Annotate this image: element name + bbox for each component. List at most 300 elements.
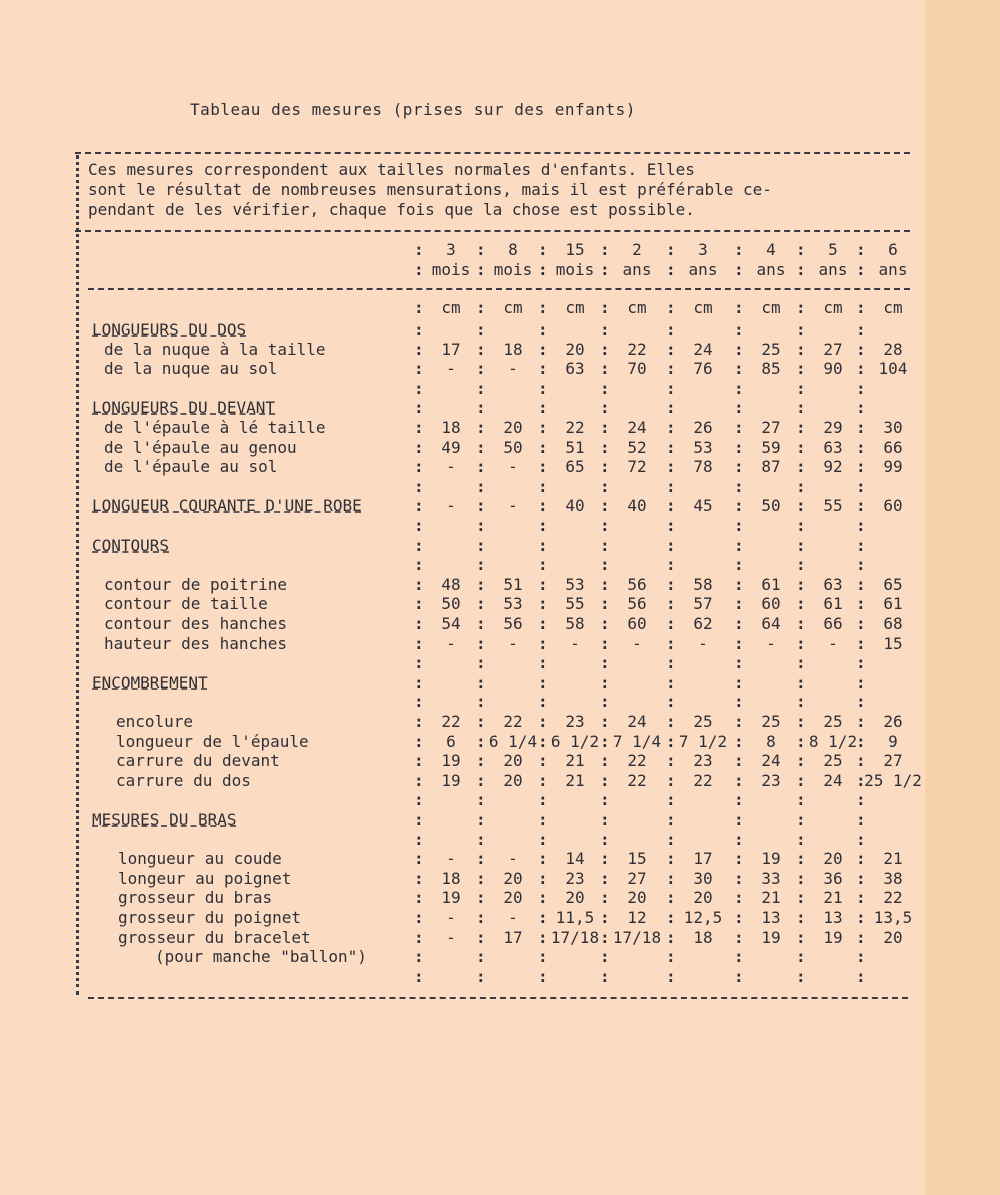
column-separator: : bbox=[856, 790, 866, 809]
column-separator: : bbox=[476, 614, 486, 633]
column-separator: : bbox=[666, 418, 676, 437]
row-label: de l'épaule au sol bbox=[104, 457, 278, 476]
table-cell: 28 bbox=[883, 340, 903, 359]
table-cell: 27 bbox=[627, 869, 647, 888]
table-cell: 85 bbox=[761, 359, 781, 378]
table-row bbox=[0, 418, 925, 438]
table-cell: - bbox=[446, 496, 456, 515]
column-separator: : bbox=[666, 849, 676, 868]
column-separator: : bbox=[414, 790, 424, 809]
column-separator: : bbox=[600, 240, 610, 259]
table-cell: 55 bbox=[565, 594, 585, 613]
column-separator: : bbox=[796, 260, 806, 279]
table-cell: 22 bbox=[883, 888, 903, 907]
spacer-row bbox=[0, 790, 925, 810]
column-separator: : bbox=[538, 418, 548, 437]
column-separator: : bbox=[600, 653, 610, 672]
section-title: LONGUEURS DU DEVANT bbox=[92, 398, 276, 417]
column-header-number: 2 bbox=[632, 240, 642, 259]
column-separator: : bbox=[796, 240, 806, 259]
table-cell: 99 bbox=[883, 457, 903, 476]
column-separator: : bbox=[600, 908, 610, 927]
column-separator: : bbox=[796, 418, 806, 437]
column-separator: : bbox=[856, 260, 866, 279]
table-cell: 17 bbox=[503, 928, 523, 947]
column-separator: : bbox=[538, 298, 548, 317]
table-cell: 17 bbox=[693, 849, 713, 868]
column-separator: : bbox=[476, 379, 486, 398]
section-row bbox=[0, 810, 925, 830]
table-cell: 22 bbox=[503, 712, 523, 731]
column-separator: : bbox=[666, 634, 676, 653]
column-separator: : bbox=[734, 359, 744, 378]
column-separator: : bbox=[666, 496, 676, 515]
column-separator: : bbox=[476, 260, 486, 279]
table-cell: 27 bbox=[761, 418, 781, 437]
table-cell: 36 bbox=[823, 869, 843, 888]
table-cell: 15 bbox=[883, 634, 903, 653]
table-row bbox=[0, 457, 925, 477]
table-cell: 18 bbox=[441, 869, 461, 888]
column-separator: : bbox=[856, 830, 866, 849]
row-label: carrure du devant bbox=[116, 751, 280, 770]
spacer-row bbox=[0, 516, 925, 536]
column-separator: : bbox=[538, 888, 548, 907]
column-separator: : bbox=[666, 810, 676, 829]
column-separator: : bbox=[796, 790, 806, 809]
table-cell: 62 bbox=[693, 614, 713, 633]
table-cell: 61 bbox=[761, 575, 781, 594]
column-separator: : bbox=[414, 594, 424, 613]
column-separator: : bbox=[538, 947, 548, 966]
column-separator: : bbox=[414, 751, 424, 770]
column-unit: cm bbox=[441, 298, 461, 317]
column-separator: : bbox=[856, 751, 866, 770]
table-cell: 24 bbox=[823, 771, 843, 790]
column-separator: : bbox=[796, 614, 806, 633]
column-separator: : bbox=[600, 692, 610, 711]
table-cell: 11,5 bbox=[555, 908, 595, 927]
column-header-unit: mois bbox=[493, 260, 533, 279]
column-unit: cm bbox=[503, 298, 523, 317]
column-separator: : bbox=[600, 947, 610, 966]
column-separator: : bbox=[856, 888, 866, 907]
row-label: carrure du dos bbox=[116, 771, 251, 790]
column-separator: : bbox=[666, 298, 676, 317]
column-separator: : bbox=[856, 908, 866, 927]
column-separator: : bbox=[538, 555, 548, 574]
table-cell: 21 bbox=[565, 771, 585, 790]
column-separator: : bbox=[666, 928, 676, 947]
column-separator: : bbox=[476, 869, 486, 888]
column-separator: : bbox=[600, 967, 610, 986]
section-row bbox=[0, 398, 925, 418]
table-cell: 22 bbox=[627, 751, 647, 770]
column-separator: : bbox=[796, 869, 806, 888]
table-cell: 19 bbox=[441, 888, 461, 907]
column-separator: : bbox=[666, 751, 676, 770]
bottom-rule bbox=[88, 997, 908, 999]
column-unit: cm bbox=[627, 298, 647, 317]
table-cell: 27 bbox=[883, 751, 903, 770]
section-row bbox=[0, 673, 925, 693]
column-separator: : bbox=[476, 830, 486, 849]
section-row bbox=[0, 320, 925, 340]
table-cell: 60 bbox=[883, 496, 903, 515]
table-cell: 63 bbox=[823, 575, 843, 594]
background-edge bbox=[925, 0, 1000, 1195]
table-cell: 24 bbox=[627, 712, 647, 731]
column-separator: : bbox=[796, 888, 806, 907]
column-separator: : bbox=[476, 536, 486, 555]
column-separator: : bbox=[538, 732, 548, 751]
table-cell: 56 bbox=[627, 575, 647, 594]
column-separator: : bbox=[414, 516, 424, 535]
column-separator: : bbox=[600, 928, 610, 947]
column-separator: : bbox=[856, 634, 866, 653]
column-separator: : bbox=[796, 634, 806, 653]
section-title: ENCOMBREMENT bbox=[92, 673, 208, 692]
column-separator: : bbox=[414, 888, 424, 907]
column-separator: : bbox=[856, 240, 866, 259]
column-separator: : bbox=[796, 771, 806, 790]
column-separator: : bbox=[796, 947, 806, 966]
column-separator: : bbox=[538, 614, 548, 633]
column-separator: : bbox=[538, 653, 548, 672]
table-cell: 20 bbox=[883, 928, 903, 947]
column-separator: : bbox=[600, 398, 610, 417]
column-separator: : bbox=[538, 536, 548, 555]
column-separator: : bbox=[476, 398, 486, 417]
column-separator: : bbox=[538, 967, 548, 986]
section-title: LONGUEURS DU DOS bbox=[92, 320, 247, 339]
column-separator: : bbox=[666, 790, 676, 809]
table-cell: 53 bbox=[503, 594, 523, 613]
column-separator: : bbox=[476, 320, 486, 339]
column-header-number: 15 bbox=[565, 240, 585, 259]
table-cell: 56 bbox=[627, 594, 647, 613]
column-separator: : bbox=[600, 477, 610, 496]
column-separator: : bbox=[796, 340, 806, 359]
column-separator: : bbox=[414, 359, 424, 378]
table-row bbox=[0, 908, 925, 928]
column-separator: : bbox=[734, 536, 744, 555]
table-cell: - bbox=[508, 457, 518, 476]
column-separator: : bbox=[734, 575, 744, 594]
table-cell: 60 bbox=[627, 614, 647, 633]
column-separator: : bbox=[414, 771, 424, 790]
column-separator: : bbox=[600, 771, 610, 790]
column-separator: : bbox=[796, 477, 806, 496]
table-cell: 22 bbox=[565, 418, 585, 437]
table-cell: 19 bbox=[761, 849, 781, 868]
table-cell: - bbox=[446, 928, 456, 947]
table-cell: 61 bbox=[883, 594, 903, 613]
table-cell: 24 bbox=[627, 418, 647, 437]
row-label: de la nuque à la taille bbox=[104, 340, 326, 359]
column-separator: : bbox=[414, 379, 424, 398]
table-cell: 38 bbox=[883, 869, 903, 888]
table-cell: 14 bbox=[565, 849, 585, 868]
column-separator: : bbox=[414, 810, 424, 829]
table-cell: 23 bbox=[565, 869, 585, 888]
table-cell: 63 bbox=[823, 438, 843, 457]
column-separator: : bbox=[666, 477, 676, 496]
table-row bbox=[0, 594, 925, 614]
column-header-unit: ans bbox=[878, 260, 908, 279]
section-row bbox=[0, 536, 925, 556]
column-separator: : bbox=[856, 692, 866, 711]
column-separator: : bbox=[414, 967, 424, 986]
table-cell: - bbox=[446, 457, 456, 476]
column-separator: : bbox=[666, 869, 676, 888]
table-cell: - bbox=[446, 634, 456, 653]
table-cell: 6 1/4 bbox=[488, 732, 538, 751]
table-cell: 22 bbox=[627, 771, 647, 790]
table-cell: 65 bbox=[565, 457, 585, 476]
table-row bbox=[0, 634, 925, 654]
column-separator: : bbox=[856, 673, 866, 692]
column-separator: : bbox=[666, 712, 676, 731]
column-separator: : bbox=[538, 260, 548, 279]
column-separator: : bbox=[600, 418, 610, 437]
column-separator: : bbox=[476, 810, 486, 829]
column-separator: : bbox=[666, 359, 676, 378]
column-separator: : bbox=[538, 908, 548, 927]
table-cell: 18 bbox=[503, 340, 523, 359]
table-cell: 51 bbox=[565, 438, 585, 457]
spacer-row bbox=[0, 692, 925, 712]
column-separator: : bbox=[856, 967, 866, 986]
column-separator: : bbox=[796, 536, 806, 555]
column-separator: : bbox=[414, 830, 424, 849]
column-separator: : bbox=[734, 712, 744, 731]
column-separator: : bbox=[796, 849, 806, 868]
table-cell: 18 bbox=[693, 928, 713, 947]
column-separator: : bbox=[414, 260, 424, 279]
column-separator: : bbox=[414, 614, 424, 633]
column-separator: : bbox=[796, 908, 806, 927]
column-separator: : bbox=[796, 359, 806, 378]
column-separator: : bbox=[476, 712, 486, 731]
column-separator: : bbox=[666, 457, 676, 476]
column-separator: : bbox=[600, 712, 610, 731]
column-separator: : bbox=[414, 908, 424, 927]
table-row bbox=[0, 771, 925, 791]
column-separator: : bbox=[476, 751, 486, 770]
table-cell: 19 bbox=[441, 751, 461, 770]
column-separator: : bbox=[734, 830, 744, 849]
table-cell: 19 bbox=[441, 771, 461, 790]
column-separator: : bbox=[600, 516, 610, 535]
column-header-number: 8 bbox=[508, 240, 518, 259]
column-separator: : bbox=[666, 947, 676, 966]
column-separator: : bbox=[796, 712, 806, 731]
table-cell: 66 bbox=[883, 438, 903, 457]
table-cell: 19 bbox=[761, 928, 781, 947]
column-separator: : bbox=[600, 634, 610, 653]
column-separator: : bbox=[734, 869, 744, 888]
column-separator: : bbox=[600, 594, 610, 613]
section-title: CONTOURS bbox=[92, 536, 170, 555]
table-cell: - bbox=[766, 634, 776, 653]
column-separator: : bbox=[796, 751, 806, 770]
row-label: de l'épaule au genou bbox=[104, 438, 297, 457]
column-separator: : bbox=[796, 398, 806, 417]
table-cell: - bbox=[446, 908, 456, 927]
column-separator: : bbox=[856, 732, 866, 751]
column-separator: : bbox=[600, 751, 610, 770]
table-cell: 25 bbox=[761, 712, 781, 731]
column-header-number: 3 bbox=[698, 240, 708, 259]
column-separator: : bbox=[856, 947, 866, 966]
column-separator: : bbox=[476, 771, 486, 790]
column-header-unit: ans bbox=[622, 260, 652, 279]
column-separator: : bbox=[476, 359, 486, 378]
column-separator: : bbox=[666, 594, 676, 613]
table-cell: 58 bbox=[693, 575, 713, 594]
column-separator: : bbox=[666, 575, 676, 594]
table-cell: - bbox=[508, 359, 518, 378]
column-separator: : bbox=[476, 790, 486, 809]
column-separator: : bbox=[538, 673, 548, 692]
table-cell: 52 bbox=[627, 438, 647, 457]
column-separator: : bbox=[796, 673, 806, 692]
column-separator: : bbox=[666, 967, 676, 986]
column-header-number: 3 bbox=[446, 240, 456, 259]
section-title: MESURES DU BRAS bbox=[92, 810, 237, 829]
table-cell: 7 1/2 bbox=[678, 732, 728, 751]
column-separator: : bbox=[538, 398, 548, 417]
column-header-unit: ans bbox=[688, 260, 718, 279]
table-cell: 24 bbox=[693, 340, 713, 359]
table-cell: 15 bbox=[627, 849, 647, 868]
row-label: longeur au poignet bbox=[118, 869, 292, 888]
table-cell: 17 bbox=[441, 340, 461, 359]
table-cell: 6 1/2 bbox=[550, 732, 600, 751]
table-cell: 55 bbox=[823, 496, 843, 515]
column-separator: : bbox=[666, 320, 676, 339]
column-separator: : bbox=[666, 555, 676, 574]
column-separator: : bbox=[476, 340, 486, 359]
table-cell: 21 bbox=[883, 849, 903, 868]
column-separator: : bbox=[666, 438, 676, 457]
column-separator: : bbox=[796, 967, 806, 986]
table-row bbox=[0, 849, 925, 869]
column-separator: : bbox=[538, 340, 548, 359]
column-separator: : bbox=[734, 516, 744, 535]
column-separator: : bbox=[476, 418, 486, 437]
table-cell: - bbox=[632, 634, 642, 653]
column-separator: : bbox=[476, 477, 486, 496]
column-separator: : bbox=[734, 398, 744, 417]
table-row bbox=[0, 712, 925, 732]
column-separator: : bbox=[734, 477, 744, 496]
column-separator: : bbox=[414, 732, 424, 751]
table-cell: 65 bbox=[883, 575, 903, 594]
column-separator: : bbox=[476, 634, 486, 653]
column-separator: : bbox=[600, 298, 610, 317]
table-cell: 8 1/2 bbox=[808, 732, 858, 751]
spacer-row bbox=[0, 379, 925, 399]
table-cell: 33 bbox=[761, 869, 781, 888]
table-cell: 26 bbox=[693, 418, 713, 437]
column-separator: : bbox=[538, 849, 548, 868]
table-cell: 20 bbox=[693, 888, 713, 907]
column-separator: : bbox=[476, 947, 486, 966]
column-separator: : bbox=[734, 849, 744, 868]
column-separator: : bbox=[796, 516, 806, 535]
column-separator: : bbox=[414, 575, 424, 594]
column-separator: : bbox=[538, 438, 548, 457]
table-cell: 63 bbox=[565, 359, 585, 378]
table-cell: 20 bbox=[503, 888, 523, 907]
row-label: longueur de l'épaule bbox=[116, 732, 309, 751]
table-cell: - bbox=[508, 496, 518, 515]
table-cell: 60 bbox=[761, 594, 781, 613]
column-separator: : bbox=[734, 438, 744, 457]
column-separator: : bbox=[734, 947, 744, 966]
table-row bbox=[0, 575, 925, 595]
row-label: grosseur du bracelet bbox=[118, 928, 311, 947]
column-unit: cm bbox=[565, 298, 585, 317]
column-separator: : bbox=[414, 320, 424, 339]
table-cell: - bbox=[570, 634, 580, 653]
table-cell: 70 bbox=[627, 359, 647, 378]
table-cell: 18 bbox=[441, 418, 461, 437]
table-cell: 40 bbox=[565, 496, 585, 515]
column-separator: : bbox=[600, 849, 610, 868]
column-separator: : bbox=[856, 379, 866, 398]
column-separator: : bbox=[538, 712, 548, 731]
column-separator: : bbox=[734, 673, 744, 692]
table-cell: 104 bbox=[878, 359, 908, 378]
column-separator: : bbox=[666, 653, 676, 672]
column-separator: : bbox=[856, 516, 866, 535]
column-separator: : bbox=[856, 928, 866, 947]
header-rule bbox=[88, 288, 910, 290]
column-separator: : bbox=[734, 908, 744, 927]
table-cell: 23 bbox=[565, 712, 585, 731]
column-separator: : bbox=[666, 908, 676, 927]
column-separator: : bbox=[666, 614, 676, 633]
table-cell: 6 bbox=[446, 732, 456, 751]
column-separator: : bbox=[414, 240, 424, 259]
section-row bbox=[0, 496, 925, 516]
column-separator: : bbox=[476, 575, 486, 594]
column-separator: : bbox=[856, 477, 866, 496]
column-separator: : bbox=[538, 751, 548, 770]
table-cell: - bbox=[508, 849, 518, 868]
table-cell: 50 bbox=[503, 438, 523, 457]
column-separator: : bbox=[734, 260, 744, 279]
column-separator: : bbox=[476, 653, 486, 672]
column-separator: : bbox=[666, 830, 676, 849]
table-cell: 21 bbox=[565, 751, 585, 770]
column-separator: : bbox=[600, 732, 610, 751]
table-cell: 20 bbox=[565, 888, 585, 907]
column-separator: : bbox=[796, 298, 806, 317]
table-cell: 22 bbox=[441, 712, 461, 731]
column-separator: : bbox=[414, 634, 424, 653]
column-separator: : bbox=[796, 594, 806, 613]
column-separator: : bbox=[796, 830, 806, 849]
column-separator: : bbox=[734, 340, 744, 359]
column-separator: : bbox=[600, 810, 610, 829]
column-unit: cm bbox=[823, 298, 843, 317]
table-cell: 9 bbox=[888, 732, 898, 751]
column-separator: : bbox=[796, 810, 806, 829]
